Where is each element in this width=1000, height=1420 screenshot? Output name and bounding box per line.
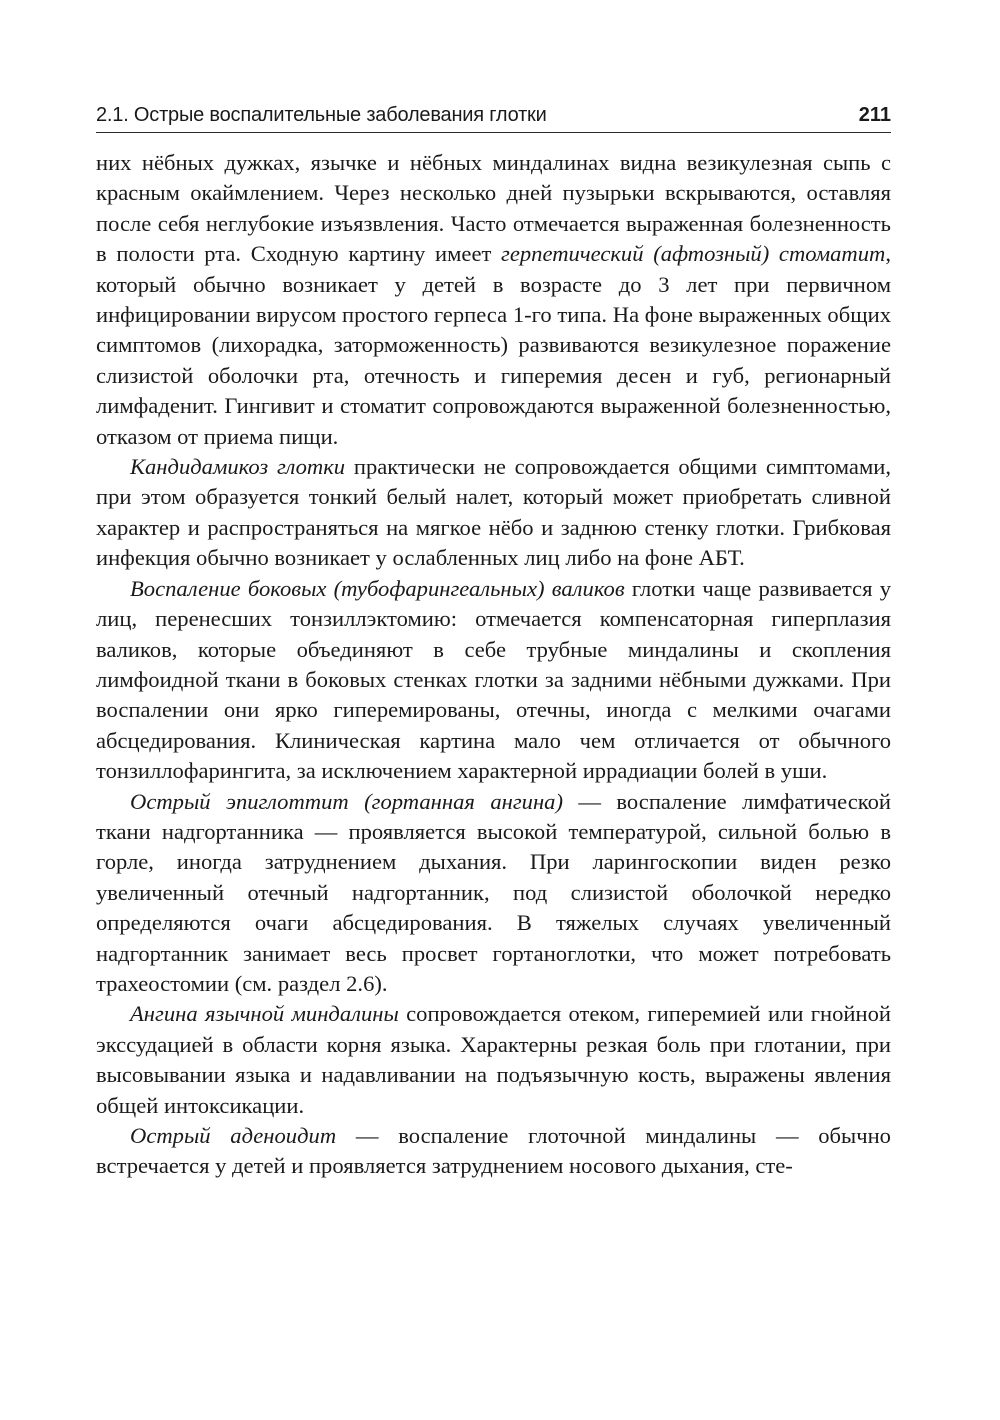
term-adenoiditis: Острый аденоидит — [130, 1123, 337, 1148]
section-title: 2.1. Острые воспалительные заболевания глотки — [96, 104, 547, 126]
term-lingual-tonsil-angina: Ангина язычной миндалины — [130, 1001, 399, 1027]
text-run: , который обычно возникает у детей в возрасте до 3 лет при первичном инфицировании вирусом простого герпеса 1-го типа. На фоне выраженных общих симптомов (лихорадка, заторможенность) развиваются везикулезное поражение слизистой оболочки рта, отечность и гиперемия десен и губ, регионарный лимфаденит. Гингивит и стоматит сопровождаются выраженной болезненностью, отказом от приема пищи. — [96, 241, 891, 449]
text-run: — воспаление лимфатической ткани надгортанника — проявляется высокой температурой, сильной болью в горле, иногда затруднением дыхания. При ларингоскопии виден резко увеличенный отечный надгортанник, под слизистой оболочкой нередко определяются очаги абсцедирования. В тяжелых случаях увеличенный надгортанник занимает весь просвет гортаноглотки, что может потребовать трахеостомии (см. раздел 2.6). — [96, 788, 891, 996]
text-run: них нёбных дужках, язычке и нёбных миндалинах видна везикулезная сыпь с красным окаймлением. Через несколько дней пузырьки вскрываются, оставляя после себя неглубокие изъязвления. Часто отмечается выраженная болезненность в полости рта. Сходную картину имеет — [96, 150, 891, 267]
text-run: — воспаление глоточной миндалины — обычно встречается у детей и проявляется затруднением носового дыхания, сте- — [96, 1123, 891, 1179]
paragraph-candidiasis — [96, 452, 891, 574]
text-run: глотки чаще развивается у лиц, перенесших тонзиллэктомию: отмечается компенсаторная гиперплазия валиков, которые объединяют в себе трубные миндалины и скопления лимфоидной ткани в боковых стенках глотки за задними нёбными дужками. При воспалении они ярко гиперемированы, отечны, иногда с мелкими очагами абсцедирования. Клиническая картина мало чем отличается от обычного тонзиллофарингита, за исключением характерной иррадиации болей в уши. — [96, 575, 891, 784]
page-number: 211 — [858, 104, 891, 126]
paragraph-lingual-tonsil — [96, 999, 891, 1121]
paragraph-lateral-bands — [96, 574, 891, 787]
term-candidiasis: Кандидамикоз глотки — [130, 454, 346, 480]
paragraph-epiglottitis — [96, 787, 891, 1000]
paragraph-enterovirus-continued — [96, 148, 891, 452]
body-text — [96, 148, 891, 1182]
paragraph-adenoiditis — [96, 1121, 891, 1182]
text-run: сопровождается отеком, гиперемией или гнойной экссудацией в области корня языка. Характерны резкая боль при глотании, при высовывании языка и надавливании на подъязычную кость, выражены явления общей интоксикации. — [96, 1001, 891, 1118]
term-lateral-bands-inflammation: Воспаление боковых (тубофарингеальных) валиков — [130, 575, 625, 601]
term-herpetic-stomatitis: герпетический (афтозный) стоматит — [501, 241, 886, 267]
term-epiglottitis: Острый эпиглоттит (гортанная ангина) — [130, 788, 563, 814]
running-header — [96, 102, 891, 133]
text-run: практически не сопровождается общими симптомами, при этом образуется тонкий белый налет, который может приобретать сливной характер и распространяться на мягкое нёбо и заднюю стенку глотки. Грибковая инфекция обычно возникает у ослабленных лиц либо на фоне АБТ. — [96, 454, 891, 571]
